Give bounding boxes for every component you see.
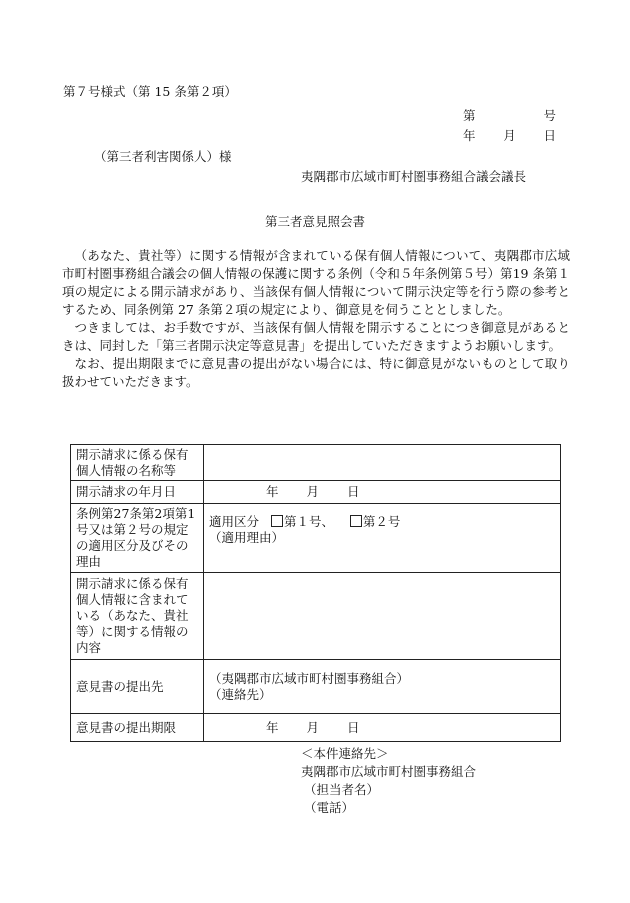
row-label: 開示請求に係る保有個人情報の名称等: [71, 445, 204, 481]
submit-to-contact: （連絡先）: [209, 686, 272, 702]
option-2-label: 第２号: [362, 514, 401, 529]
value-day: 日: [347, 484, 360, 499]
table-row: [71, 445, 561, 481]
contact-heading: ＜本件連絡先＞: [301, 746, 389, 761]
row-value: [204, 573, 561, 660]
value-month: 月: [306, 484, 320, 499]
date-year: 年: [463, 128, 476, 143]
number-suffix: 号: [543, 108, 556, 123]
row-label: 開示請求の年月日: [71, 481, 204, 504]
table-row: [71, 714, 561, 742]
sender: 夷隅郡市広域市町村圏事務組合議会議長: [301, 169, 527, 184]
form-number: 第７号様式（第 15 条第２項）: [63, 84, 237, 99]
table-row: [71, 660, 561, 714]
category-label: 適用区分: [209, 514, 260, 529]
addressee: （第三者利害関係人）様: [94, 149, 232, 164]
checkbox-option-2[interactable]: [350, 515, 362, 527]
contact-person: （担当者名）: [304, 782, 380, 797]
row-label: 開示請求に係る保有個人情報に含まれている（あなた、貴社等）に関する情報の内容: [71, 573, 204, 660]
body-paragraph: なお、提出期限までに意見書の提出がない場合には、特に御意見がないものとして取り扱わせていただきます。: [62, 356, 570, 389]
contact-org: 夷隅郡市広域市町村圏事務組合: [301, 764, 477, 779]
checkbox-option-1[interactable]: [271, 515, 283, 527]
reason-label: （適用理由）: [209, 530, 285, 545]
date-month: 月: [503, 128, 516, 143]
body-paragraph: （あなた、貴社等）に関する情報が含まれている保有個人情報について、夷隅郡市広域市町村圏事務組合議会の個人情報の保護に関する条例（令和５年条例第５号）第19 条第１項の規定による開示請求があり、当該保有個人情報について開示決定等を行う際の参考とするため、同条例第 27 条第２項の規定により、御意見を伺うこととしました。: [62, 248, 570, 317]
value-year: 年: [266, 484, 279, 499]
value-day: 日: [347, 719, 360, 735]
row-value: [204, 481, 561, 504]
table-row: [71, 504, 561, 573]
row-label: 意見書の提出先: [71, 660, 204, 714]
row-label: 条例第27条第2項第1 号又は第２号の規定の適用区分及びその理由: [71, 504, 204, 573]
row-label: 意見書の提出期限: [71, 714, 204, 742]
document-date-line: [463, 126, 556, 144]
contact-block: [301, 745, 476, 817]
row-value: [204, 504, 561, 573]
document-number-line: [463, 106, 556, 124]
number-prefix: 第: [463, 108, 476, 123]
submit-to-org: （夷隅郡市広域市町村圏事務組合）: [209, 670, 410, 686]
row-value: [204, 660, 561, 714]
value-year: 年: [266, 719, 279, 735]
document-title: 第三者意見照会書: [264, 214, 365, 229]
value-month: 月: [306, 719, 320, 735]
option-1-label: 第１号、: [283, 514, 334, 529]
table-row: [71, 573, 561, 660]
date-day: 日: [543, 128, 556, 143]
table-row: [71, 481, 561, 504]
row-value: [204, 714, 561, 742]
row-value: [204, 445, 561, 481]
body-text: [62, 247, 570, 391]
body-paragraph: つきましては、お手数ですが、当該保有個人情報を開示することにつき御意見があるときは、同封した「第三者開示決定等意見書」を提出していただきますようお願いします。: [62, 320, 570, 353]
contact-phone: （電話）: [304, 800, 355, 815]
info-table: [70, 444, 561, 742]
